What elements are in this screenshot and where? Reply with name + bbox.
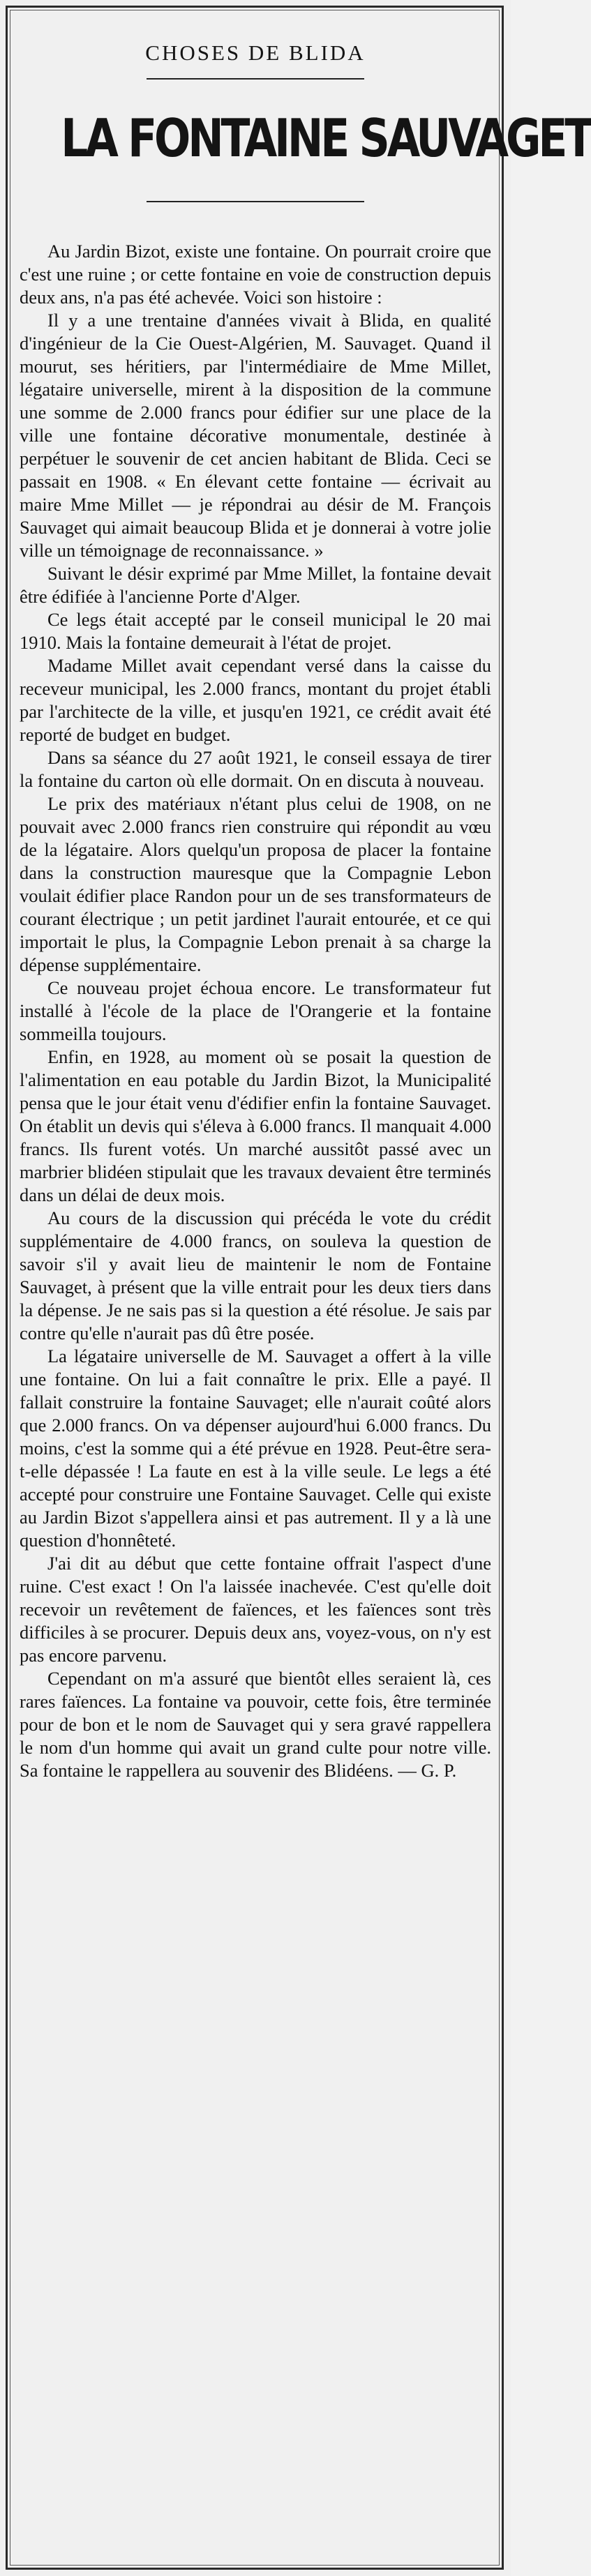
paragraph: Ce legs était accepté par le conseil municipal le 20 mai 1910. Mais la fontaine demeurait à l'état de projet. bbox=[20, 609, 491, 653]
paragraph: Suivant le désir exprimé par Mme Millet, la fontaine devait être édifiée à l'ancienne Porte d'Alger. bbox=[20, 563, 491, 607]
paragraph: Au cours de la discussion qui précéda le vote du crédit supplémentaire de 4.000 francs, on souleva la question de savoir s'il y avait lieu de maintenir le nom de Fontaine Sauvaget, à présent que la ville entrait pour les deux tiers dans la dépense. Je ne sais pas si la question a été résolue. Je sais par contre qu'elle n'aurait pas dû être posée. bbox=[20, 1207, 491, 1343]
paragraph: Il y a une trentaine d'années vivait à Blida, en qualité d'ingénieur de la Cie Ouest-Algérien, M. Sauvaget. Quand il mourut, ses héritiers, par l'intermédiaire de Mme Millet, légataire universelle, mirent à la disposition de la commune une somme de 2.000 francs pour édifier sur une place de la ville une fontaine décorative monumentale, destinée à perpétuer le souvenir de cet ancien habitant de Blida. Ceci se passait en 1908. « En élevant cette fontaine — écrivait au maire Mme Millet — je répondrai au désir de M. François Sauvaget qui aimait beaucoup Blida et je donnerai à votre jolie ville un témoignage de reconnaissance. » bbox=[20, 310, 491, 561]
paragraph: Madame Millet avait cependant versé dans la caisse du receveur municipal, les 2.000 francs, montant du projet établi par l'architecte de la ville, et jusqu'en 1921, ce crédit avait été reporté de budget en budget. bbox=[20, 655, 491, 745]
paragraph: Au Jardin Bizot, existe une fontaine. On pourrait croire que c'est une ruine ; or cette fontaine en voie de construction depuis deux ans, n'a pas été achevée. Voici son histoire : bbox=[20, 241, 491, 308]
paragraph: La légataire universelle de M. Sauvaget a offert à la ville une fontaine. On lui a fait connaître le prix. Elle a payé. Il fallait construire la fontaine Sauvaget; elle n'aurait coûté alors que 2.000 francs. On va dépenser aujourd'hui 6.000 francs. Du moins, c'est la somme qui a été prévue en 1928. Peut-être sera-t-elle dépassée ! La faute en est à la ville seule. Le legs a été accepté pour construire une Fontaine Sauvaget. Celle qui existe au Jardin Bizot s'appellera ainsi et pas autrement. Il y a là une question d'honnêteté. bbox=[20, 1346, 491, 1551]
closing-paragraph: Cependant on m'a assuré que bientôt elles seraient là, ces rares faïences. La fontaine va pouvoir, cette fois, être terminée pour de bon et le nom de Sauvaget qui y sera gravé rappellera le nom d'un homme qui avait un grand culte pour notre ville. Sa fontaine le rappellera au souvenir des Blidéens. — G. P. bbox=[20, 1668, 491, 1781]
paragraph: Enfin, en 1928, au moment où se posait la question de l'alimentation en eau potable du Jardin Bizot, la Municipalité pensa que le jour était venu d'édifier enfin la fontaine Sauvaget. On établit un devis qui s'éleva à 6.000 francs. Il manquait 4.000 francs. Ils furent votés. Un marché aussitôt passé avec un marbrier blidéen stipulait que les travaux devaient être terminés dans un délai de deux mois. bbox=[20, 1046, 491, 1205]
headline-divider bbox=[147, 201, 364, 202]
article-body bbox=[20, 240, 491, 1782]
paragraph: Ce nouveau projet échoua encore. Le transformateur fut installé à l'école de la place de l'Orangerie et la fontaine sommeilla toujours. bbox=[20, 977, 491, 1044]
article-headline: LA FONTAINE SAUVAGET bbox=[61, 107, 591, 169]
section-rubric: CHOSES DE BLIDA bbox=[145, 40, 366, 65]
paragraph: J'ai dit au début que cette fontaine offrait l'aspect d'une ruine. C'est exact ! On l'a laissée inachevée. C'est qu'elle doit recevoir un revêtement de faïences, et les faïences sont très difficiles à se procurer. Depuis deux ans, voyez-vous, on n'y est pas encore parvenu. bbox=[20, 1553, 491, 1666]
paragraph: Dans sa séance du 27 août 1921, le conseil essaya de tirer la fontaine du carton où elle dormait. On en discuta à nouveau. bbox=[20, 747, 491, 791]
rubric-divider bbox=[147, 78, 364, 80]
paragraph: Le prix des matériaux n'étant plus celui de 1908, on ne pouvait avec 2.000 francs rien construire qui répondit au vœu de la légataire. Alors quelqu'un proposa de placer la fontaine dans la construction mauresque que la Compagnie Lebon voulait édifier place Randon pour un de ses transformateurs de courant électrique ; un petit jardinet l'aurait entourée, et ce qui importait le plus, la Compagnie Lebon prenait à sa charge la dépense supplémentaire. bbox=[20, 793, 491, 975]
